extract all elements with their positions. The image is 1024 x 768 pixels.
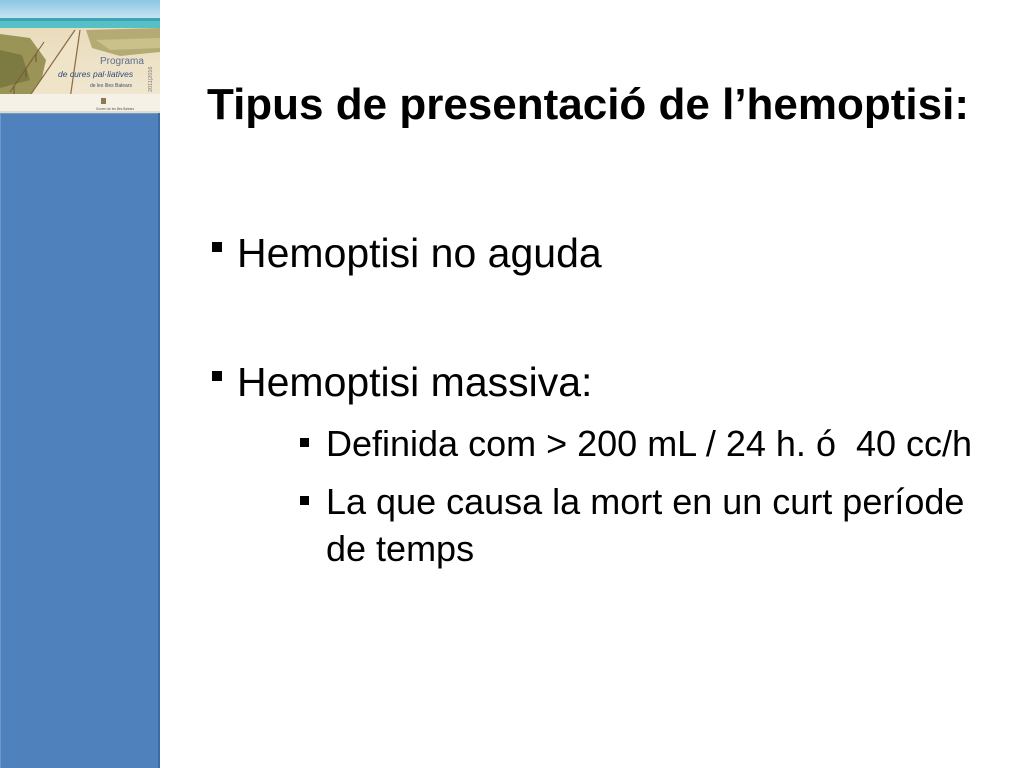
bullet-item: Hemoptisi massiva: xyxy=(237,359,593,405)
square-bullet-icon xyxy=(300,438,309,447)
logo-govern-text: Govern de les Illes Balears xyxy=(96,107,135,111)
square-bullet-icon xyxy=(300,496,309,505)
logo-region-text: de les Illes Balears xyxy=(90,83,132,89)
sub-bullet-item: Definida com > 200 mL / 24 h. ó 40 cc/h xyxy=(326,423,973,464)
sub-bullet-item: La que causa la mort en un curt període de temps xyxy=(326,481,975,569)
logo-title-text: Programa xyxy=(100,56,144,67)
program-logo-image xyxy=(0,0,160,113)
logo-years-text: 2011|2016 xyxy=(148,66,154,92)
sidebar-panel xyxy=(0,113,160,768)
logo-subtitle-text: de cures pal·liatives xyxy=(58,69,134,79)
square-bullet-icon xyxy=(212,242,222,252)
crest-icon xyxy=(101,98,106,104)
slide-title: Tipus de presentació de l’hemoptisi: xyxy=(207,80,970,129)
bullet-item: Hemoptisi no aguda xyxy=(237,230,602,276)
square-bullet-icon xyxy=(212,371,222,381)
